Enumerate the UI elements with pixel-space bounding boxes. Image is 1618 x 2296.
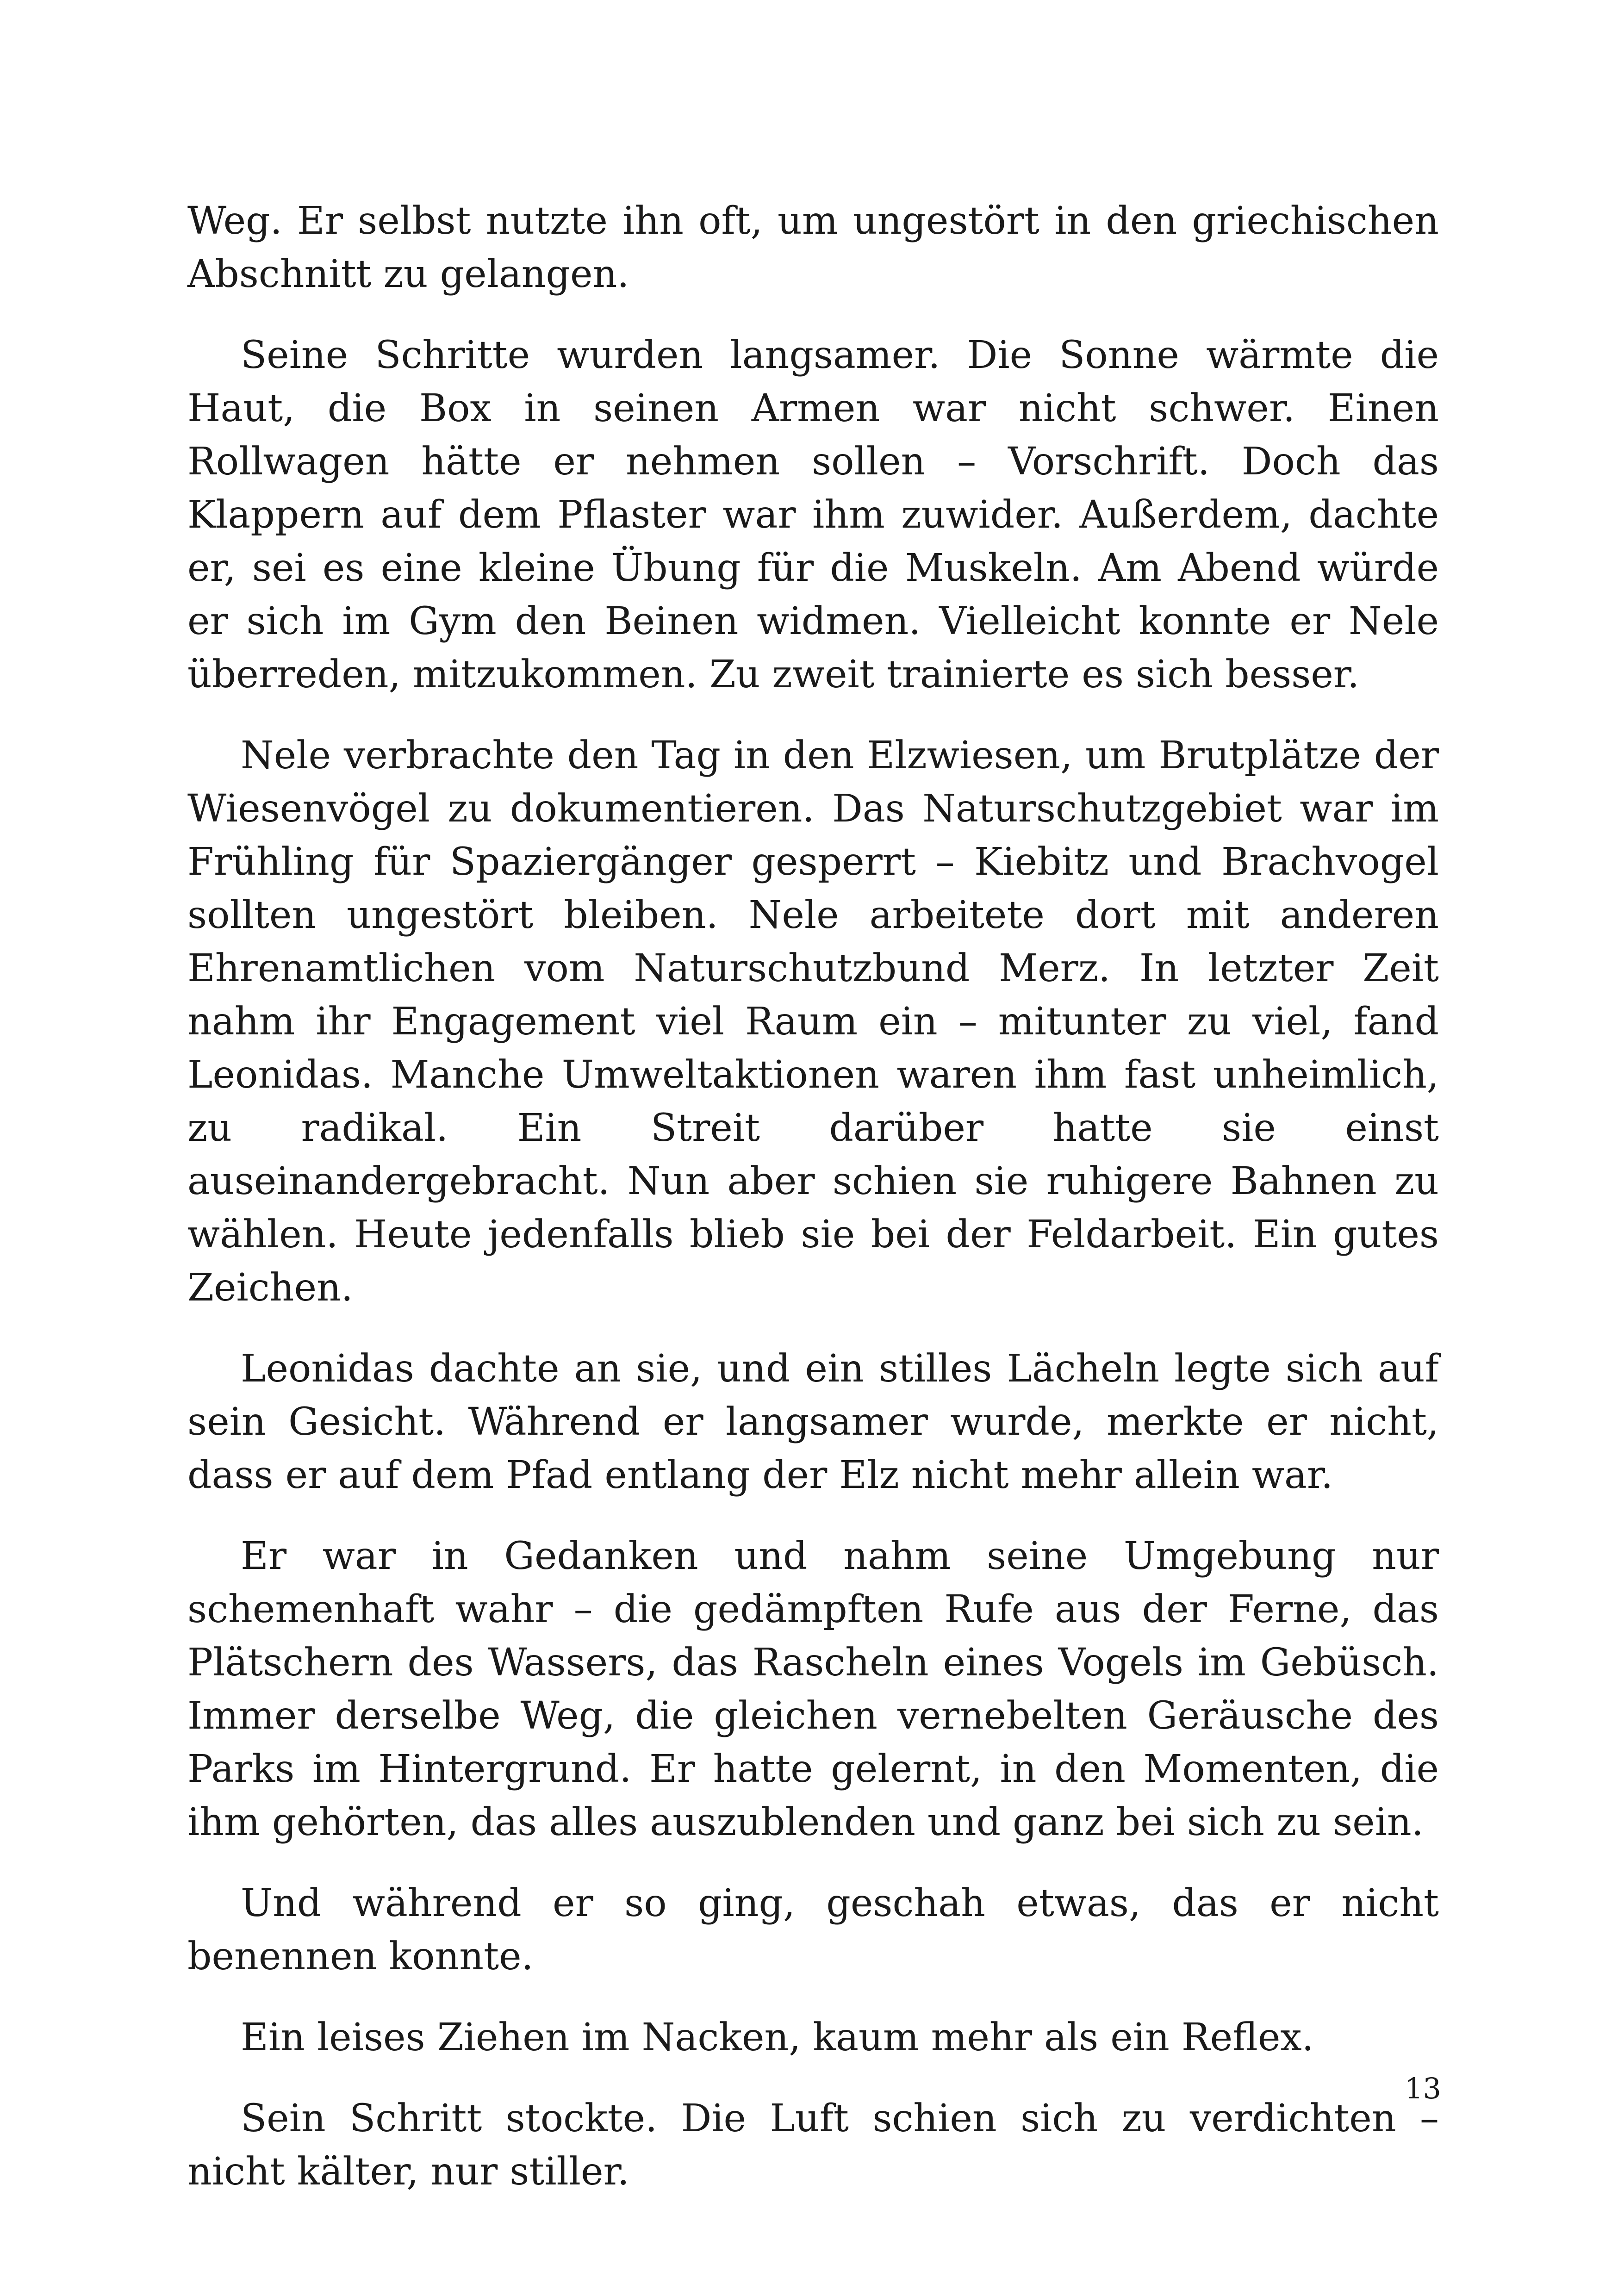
paragraph-5: Er war in Gedanken und nahm seine Umgebung nur schemenhaft wahr – die gedämpften Rufe aus der Ferne, das Plätschern des Wassers, das Rascheln eines Vogels im Gebüsch. Immer derselbe Weg, die gleichen vernebelten Geräusche des Parks im Hintergrund. Er hatte gelernt, in den Momenten, die ihm gehörten, das alles auszublenden und ganz bei sich zu sein. [187,1534,1439,1844]
paragraph-2: Seine Schritte wurden langsamer. Die Sonne wärmte die Haut, die Box in seinen Armen war nicht schwer. Einen Rollwagen hätte er nehmen sollen – Vorschrift. Doch das Klappern auf dem Pflaster war ihm zuwider. Außerdem, dachte er, sei es eine kleine Übung für die Muskeln. Am Abend würde er sich im Gym den Beinen widmen. Vielleicht konnte er Nele überreden, mitzukommen. Zu zweit trainierte es sich besser. [187,333,1439,697]
page-number: 13 [1405,2072,1441,2105]
paragraph-7: Ein leises Ziehen im Nacken, kaum mehr als ein Reflex. [241,2016,1314,2060]
paragraph-3: Nele verbrachte den Tag in den Elzwiesen, um Brutplätze der Wiesenvögel zu dokumentieren. Das Naturschutzgebiet war im Frühling für Spaziergänger gesperrt – Kiebitz und Brachvogel sollten ungestört bleiben. Nele arbeitete dort mit anderen Ehrenamtlichen vom Naturschutzbund Merz. In letzter Zeit nahm ihr Engagement viel Raum ein – mitunter zu viel, fand Leonidas. Manche Umweltaktionen waren ihm fast unheimlich, zu radikal. Ein Streit darüber hatte sie einst auseinandergebracht. Nun aber schien sie ruhigere Bahnen zu wählen. Heute jedenfalls blieb sie bei der Feldarbeit. Ein gutes Zeichen. [187,734,1439,1310]
body-text [187,194,1439,2226]
paragraph-4: Leonidas dachte an sie, und ein stilles Lächeln legte sich auf sein Gesicht. Während er langsamer wurde, merkte er nicht, dass er auf dem Pfad entlang der Elz nicht mehr allein war. [187,1347,1439,1497]
paragraph-8: Sein Schritt stockte. Die Luft schien sich zu verdichten – nicht kälter, nur stiller. [187,2097,1439,2194]
paragraph-1: Weg. Er selbst nutzte ihn oft, um ungestört in den griechischen Abschnitt zu gelangen. [187,199,1439,296]
paragraph-6: Und während er so ging, geschah etwas, das er nicht benennen konnte. [187,1881,1439,1979]
